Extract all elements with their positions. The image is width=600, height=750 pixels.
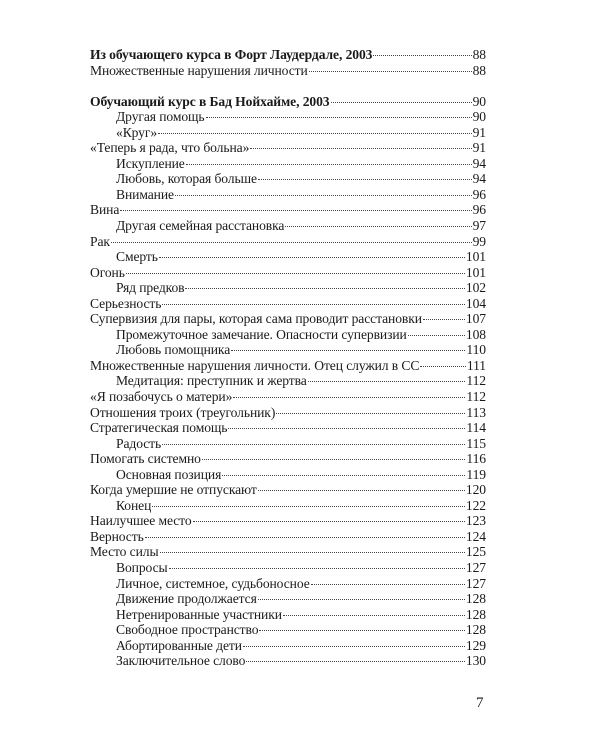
dot-leader <box>423 319 465 320</box>
toc-entry-page: 114 <box>466 420 486 436</box>
toc-entry-title: Стратегическая помощь <box>90 420 228 436</box>
toc-entry-page: 123 <box>465 513 486 529</box>
toc-entry-title: Конец <box>116 497 152 513</box>
toc-entry <box>90 327 486 343</box>
toc-entry-page: 112 <box>466 388 486 404</box>
dot-leader <box>159 257 465 258</box>
toc-entry <box>90 358 486 374</box>
toc-entry <box>90 156 486 172</box>
toc-entry-page: 96 <box>472 186 486 202</box>
toc-entry <box>90 187 486 203</box>
toc-entry-title: Отношения троих (треугольник) <box>90 404 276 420</box>
dot-leader <box>186 164 472 165</box>
toc-entry <box>90 653 486 669</box>
toc-entry-page: 113 <box>466 404 486 420</box>
toc-entry-page: 122 <box>465 497 486 513</box>
dot-leader <box>259 630 464 631</box>
toc-entry-page: 124 <box>465 528 486 544</box>
dot-leader <box>185 288 464 289</box>
toc-entry <box>90 451 486 467</box>
toc-entry-page: 101 <box>465 264 486 280</box>
toc-entry <box>90 218 486 234</box>
toc-entry <box>90 513 486 529</box>
dot-leader <box>126 273 465 274</box>
dot-leader <box>233 397 465 398</box>
toc-entry-title: Верность <box>90 528 144 544</box>
toc-entry <box>90 249 486 265</box>
table-of-contents <box>90 47 486 669</box>
dot-leader <box>246 661 465 662</box>
toc-entry-title: Свободное пространство <box>116 622 259 638</box>
toc-entry <box>90 560 486 576</box>
toc-entry-title: Заключительное слово <box>116 653 246 669</box>
toc-entry <box>90 125 486 141</box>
toc-entry-page: 125 <box>465 544 486 560</box>
toc-entry-page: 119 <box>466 466 486 482</box>
toc-entry-title: Множественные нарушения личности. Отец служил в СС <box>90 357 420 373</box>
toc-entry-page: 127 <box>465 560 486 575</box>
toc-entry <box>90 405 486 421</box>
toc-entry <box>90 63 486 79</box>
toc-entry-page: 91 <box>472 140 486 156</box>
toc-entry-page: 115 <box>466 435 486 451</box>
toc-entry-title: Радость <box>116 435 162 451</box>
toc-entry-title: Абортированные дети <box>116 637 242 653</box>
toc-entry-title: Когда умершие не отпускают <box>90 482 257 498</box>
toc-entry <box>90 591 486 607</box>
toc-entry <box>90 265 486 281</box>
toc-entry-page: 128 <box>465 606 486 622</box>
toc-entry-title: Нетренированные участники <box>116 606 282 622</box>
toc-entry <box>90 607 486 623</box>
toc-entry <box>90 544 486 560</box>
dot-leader <box>152 506 465 507</box>
toc-entry-title: Смерть <box>116 249 158 265</box>
toc-entry-title: Вина <box>90 202 120 218</box>
toc-entry-title: Другая семейная расстановка <box>116 217 285 233</box>
toc-entry-title: Ряд предков <box>116 280 185 296</box>
toc-entry <box>90 311 486 327</box>
dot-leader <box>162 444 465 445</box>
toc-entry <box>90 622 486 638</box>
toc-entry-page: 97 <box>472 217 486 233</box>
toc-entry-page: 107 <box>465 311 486 327</box>
toc-entry-page: 128 <box>465 591 486 607</box>
dot-leader <box>420 366 466 367</box>
toc-entry <box>90 498 486 514</box>
toc-entry-page: 111 <box>466 357 486 373</box>
toc-entry-page: 88 <box>472 47 486 62</box>
dot-leader <box>283 615 465 616</box>
dot-leader <box>311 584 465 585</box>
toc-entry-page: 102 <box>465 280 486 296</box>
toc-entry-title: Вопросы <box>116 560 168 575</box>
toc-entry-title: Обучающий курс в Бад Нойхайме, 2003 <box>90 93 330 109</box>
toc-entry-title: Искупление <box>116 155 185 171</box>
toc-entry-page: 99 <box>472 233 486 249</box>
toc-entry-title: «Круг» <box>116 124 158 140</box>
dot-leader <box>162 304 465 305</box>
toc-entry-title: Промежуточное замечание. Опасности супервизии <box>116 326 407 342</box>
dot-leader <box>373 55 471 56</box>
dot-leader <box>250 148 471 149</box>
toc-entry-page: 104 <box>465 295 486 311</box>
toc-entry-page: 127 <box>465 575 486 591</box>
toc-entry-page: 90 <box>472 109 486 125</box>
dot-leader <box>231 350 465 351</box>
toc-entry <box>90 342 486 358</box>
toc-entry-title: Место силы <box>90 544 159 560</box>
toc-entry-page: 110 <box>466 342 486 358</box>
toc-entry-page: 112 <box>466 373 486 389</box>
toc-entry-title: Супервизия для пары, которая сама проводит расстановки <box>90 311 422 327</box>
dot-leader <box>111 242 472 243</box>
toc-entry-title: Медитация: преступник и жертва <box>116 373 307 389</box>
dot-leader <box>285 226 471 227</box>
page-number: 7 <box>476 695 484 711</box>
toc-entry <box>90 373 486 389</box>
toc-entry-page: 130 <box>465 653 486 669</box>
dot-leader <box>222 475 465 476</box>
toc-entry <box>90 467 486 483</box>
toc-entry-page: 90 <box>472 93 486 109</box>
toc-entry-page: 120 <box>465 482 486 498</box>
toc-entry-title: Основная позиция <box>116 466 222 482</box>
toc-entry <box>90 234 486 250</box>
dot-leader <box>145 537 465 538</box>
dot-leader <box>258 599 465 600</box>
toc-entry-title: Внимание <box>116 186 174 202</box>
dot-leader <box>331 102 472 103</box>
dot-leader <box>193 521 465 522</box>
toc-entry <box>90 638 486 654</box>
toc-entry <box>90 47 486 63</box>
toc-entry-page: 96 <box>472 202 486 218</box>
toc-entry-title: Любовь помощника <box>116 342 231 358</box>
toc-entry-title: Личное, системное, судьбоносное <box>116 575 310 591</box>
toc-entry-page: 101 <box>465 249 486 265</box>
dot-leader <box>158 133 472 134</box>
toc-entry-title: Наилучшее место <box>90 513 192 529</box>
toc-entry-page: 94 <box>472 171 486 187</box>
toc-entry <box>90 529 486 545</box>
dot-leader <box>160 552 465 553</box>
dot-leader <box>175 195 472 196</box>
dot-leader <box>169 568 465 569</box>
toc-entry-title: Множественные нарушения личности <box>90 62 308 78</box>
dot-leader <box>308 381 466 382</box>
toc-entry-title: Помогать системно <box>90 451 201 467</box>
toc-entry <box>90 389 486 405</box>
dot-leader <box>408 335 465 336</box>
dot-leader <box>243 646 465 647</box>
toc-entry <box>90 94 486 110</box>
toc-entry-title: Серьезность <box>90 295 162 311</box>
toc-entry-title: «Теперь я рада, что больна» <box>90 140 250 156</box>
toc-entry-title: Рак <box>90 233 110 249</box>
dot-leader <box>309 71 472 72</box>
toc-entry-title: Другая помощь <box>116 109 205 125</box>
toc-entry <box>90 140 486 156</box>
toc-entry-page: 116 <box>466 451 486 467</box>
dot-leader <box>228 428 465 429</box>
dot-leader <box>276 413 465 414</box>
dot-leader <box>206 117 472 118</box>
dot-leader <box>258 490 465 491</box>
toc-entry <box>90 576 486 592</box>
toc-entry <box>90 436 486 452</box>
toc-entry-title: «Я позабочусь о матери» <box>90 388 233 404</box>
toc-entry <box>90 109 486 125</box>
toc-entry-title: Движение продолжается <box>116 591 257 607</box>
toc-entry <box>90 171 486 187</box>
toc-entry-title: Огонь <box>90 264 125 280</box>
toc-entry-title: Любовь, которая больше <box>116 171 257 187</box>
toc-entry-page: 129 <box>465 637 486 653</box>
toc-entry-title: Из обучающего курса в Форт Лаудердале, 2003 <box>90 47 373 62</box>
dot-leader <box>202 459 466 460</box>
toc-entry-page: 108 <box>465 326 486 342</box>
toc-entry <box>90 280 486 296</box>
toc-entry-page: 94 <box>472 155 486 171</box>
toc-entry-page: 91 <box>472 124 486 140</box>
toc-entry-page: 88 <box>472 62 486 78</box>
toc-entry <box>90 296 486 312</box>
toc-entry <box>90 202 486 218</box>
toc-entry-page: 128 <box>465 622 486 638</box>
dot-leader <box>120 210 471 211</box>
toc-entry <box>90 420 486 436</box>
dot-leader <box>258 179 472 180</box>
toc-entry <box>90 482 486 498</box>
